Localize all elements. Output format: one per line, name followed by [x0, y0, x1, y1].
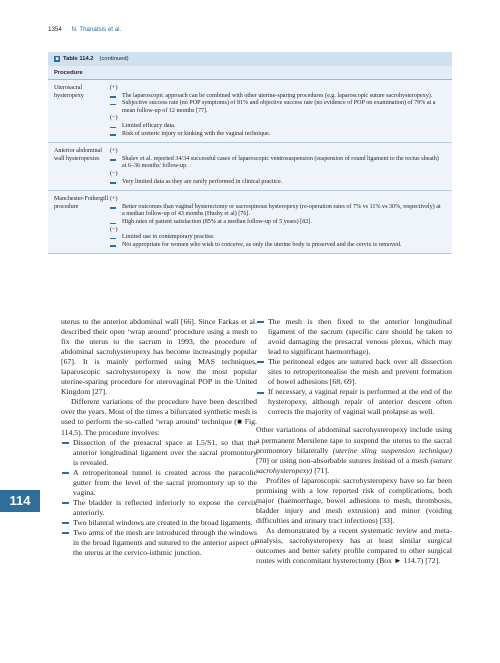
paragraph	[256, 425, 452, 475]
list-item: Dissection of the presacral space at L5/S1, so that the anterior longitudinal ligament over the sacral promontory is revealed.	[61, 438, 257, 468]
text-run: Other variations of abdominal sacrohysteropexy include using a permanent Mersilene tape to suspend the uterus to the sacral promontory bilaterally	[256, 425, 452, 455]
table-row	[48, 143, 452, 191]
procedure-cell: Uterosacral hysteropexy	[54, 85, 84, 99]
paragraph: Different variations of the procedure have been described over the years. Most of the times a bifurcated synthetic mesh is used to perform the so-called ‘wrap around’ technique (■ Fig. 114.5). The procedure involves:	[61, 397, 257, 437]
running-header	[48, 26, 121, 33]
list-item: Shalev et al. reported 34/34 successful cases of laparoscopic ventrosuspension (suspension of round ligament to the rectus sheath) at 6–36 months' follow-up.	[110, 156, 444, 171]
list-item: Subjective success rate (no POP symptoms) of 81% and objective success rate (no evidence of POP on examination) of 79% at a mean follow-up of 12 months [77].	[110, 100, 444, 115]
list-item: A retroperitoneal tunnel is created across the paracolic gutter from the level of the sacral promontory up to the vagina.	[61, 468, 257, 498]
page-number: 1354	[48, 26, 62, 33]
italic-term: (suture sacrohysteropexy)	[256, 455, 452, 475]
table-icon: ■	[55, 56, 59, 62]
table-caption	[48, 52, 452, 66]
list-item: Risk of ureteric injury or kinking with the vaginal technique.	[110, 131, 444, 139]
pros-marker: (+)	[110, 148, 118, 155]
table-label: Table 114.2	[63, 56, 94, 62]
italic-term: (uterine sling suspension technique)	[332, 445, 452, 455]
list-item: Not appropriate for women who wish to conceive, as only the uterine body is preserved and the cervix is removed.	[110, 242, 444, 250]
list-item: The bladder is reflected inferiorly to expose the cervix anteriorly.	[61, 498, 257, 518]
list-item: Two bilateral windows are created in the broad ligaments.	[61, 518, 257, 528]
table-continued: (continued)	[99, 56, 129, 62]
details-cell	[110, 196, 452, 249]
list-item: Better outcomes than vaginal hysterectomy or sacrospinous hysteropexy (re-operation rates of 7% vs 11% vs 30%, respectively) at a median follow-up of 43 months (Husby et al) [76].	[110, 204, 444, 219]
list-item: Limited efficacy data.	[110, 123, 444, 131]
table-row	[48, 191, 452, 254]
list-item: The mesh is then fixed to the anterior longitudinal ligament of the sacrum (specific care should be taken to avoid damaging the presacral venous plexus, which may lead to significant haemorrhage).	[256, 317, 452, 357]
procedure-cell: Manchester-Fothergill procedure	[54, 196, 109, 210]
paragraph: Profiles of laparoscopic sacrohysteropexy have so far been promising with a low reported risk of complications, both major (haemorrhage, bowel adhesions to mesh, thrombosis, bladder injury and mesh extrusion) and minor (voiding difficulties and urinary tract infections) [33].	[256, 475, 452, 525]
pros-marker: (+)	[110, 85, 118, 91]
list-item: The peritoneal edges are sutured back over all dissection sites to retroperitonealise the mesh and prevent formation of bowel adhesions [68, 69].	[256, 357, 452, 387]
right-text-column	[256, 317, 452, 566]
list-item: Limited use in contemporary practise.	[110, 234, 444, 242]
cons-marker: (−)	[110, 170, 118, 177]
paragraph: As demonstrated by a recent systematic review and meta-analysis, sacrohysteropexy has at least similar surgical outcomes and better safety profile compared to other surgical routes with concomitant hysterectomy (Box ► 114.7) [72].	[256, 525, 452, 566]
cons-marker: (−)	[110, 226, 118, 233]
table-114-2	[48, 52, 452, 254]
list-item: Very limited data as they are rarely performed in clinical practice.	[110, 179, 444, 187]
cons-marker: (−)	[110, 115, 118, 122]
procedure-cell: Anterior abdominal wall hysteropexies	[54, 148, 102, 162]
details-cell	[110, 148, 452, 186]
table-row	[48, 80, 452, 143]
list-item: Two arms of the mesh are introduced through the windows in the broad ligaments and sutured to the anterior aspect of the uterus at the cervico-isthmic junction.	[61, 528, 257, 558]
list-item: The laparoscopic approach can be combined with other uterine-sparing procedures (e.g. laparoscopic suture sacrohysteropexy).	[110, 93, 444, 101]
text-run: [70] or using non-absorbable sutures instead of a mesh	[256, 455, 431, 465]
spacer	[256, 417, 452, 425]
details-cell	[110, 85, 452, 138]
list-item: High rates of patient satisfaction (85% at a median follow-up of 5 years) [82].	[110, 219, 444, 227]
chapter-tab: 114	[0, 490, 40, 512]
left-text-column	[61, 317, 257, 558]
paragraph: uterus to the anterior abdominal wall [66]. Since Farkas et al. described their open ‘wrap around’ procedure using a mesh to fix the uterus to the sacrum in 1993, the procedure of abdominal sacrohysteropexy has become increasingly popular [67]. It is mainly performed using MAS techniques, laparoscopic sacrohysteropexy is now the most popular uterine-sparing procedure for uterovaginal POP in the United Kingdom [27].	[61, 317, 257, 397]
running-author: N. Thanatsis et al.	[71, 26, 122, 33]
pros-marker: (+)	[110, 196, 118, 203]
column-header-procedure: Procedure	[48, 66, 452, 80]
list-item: If necessary, a vaginal repair is performed at the end of the hysteropexy, although repair of anterior descent often corrects the majority of vaginal wall prolapse as well.	[256, 387, 452, 417]
text-run: [71].	[312, 465, 330, 475]
